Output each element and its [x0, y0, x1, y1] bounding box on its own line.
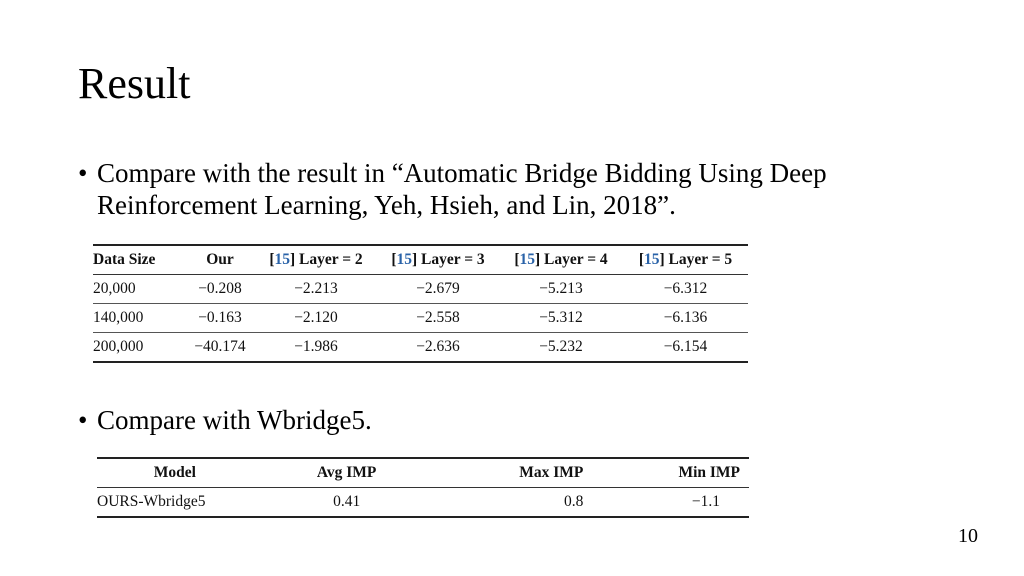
header-layer-4: [15] Layer = 4 — [514, 251, 608, 268]
bullet-item — [78, 404, 678, 436]
table-cell: 0.41 — [333, 493, 361, 510]
header-min-imp: Min IMP — [678, 464, 740, 481]
header-avg-imp: Avg IMP — [316, 464, 377, 481]
table-cell: 20,000 — [93, 280, 136, 297]
header-layer-5: [15] Layer = 5 — [638, 251, 733, 268]
bullet-symbol: • — [78, 158, 88, 188]
table-cell: −6.136 — [663, 309, 708, 326]
table-cell: OURS-Wbridge5 — [97, 493, 206, 510]
table-cell: −1.1 — [691, 493, 720, 510]
table-cell: −0.208 — [198, 280, 242, 297]
table-cell: −6.312 — [663, 280, 708, 297]
bullet-text: Compare with the result in “Automatic Bridge Bidding Using Deep Reinforcement Learning, Yeh, Hsieh, and Lin, 2018”. — [97, 158, 827, 220]
table-cell: −1.986 — [294, 338, 338, 355]
results-table — [93, 244, 748, 363]
header-label: Layer = 3 — [421, 251, 485, 268]
slide-title: Result — [78, 59, 191, 108]
header-layer-2: [15] Layer = 2 — [269, 251, 363, 268]
table-row — [97, 488, 749, 518]
table-cell: −2.213 — [294, 280, 338, 297]
wbridge5-table — [97, 457, 749, 518]
page-number: 10 — [958, 525, 978, 547]
table-cell: −5.232 — [539, 338, 583, 355]
table-cell: −2.120 — [294, 309, 338, 326]
table-cell: −5.312 — [539, 309, 583, 326]
table-cell: −40.174 — [194, 338, 246, 355]
bullet-item — [78, 157, 958, 221]
table-cell: 200,000 — [93, 338, 144, 355]
header-layer-3: [15] Layer = 3 — [391, 251, 485, 268]
citation-link[interactable]: 15 — [643, 251, 660, 268]
table-cell: −5.213 — [539, 280, 583, 297]
table-row — [93, 275, 748, 304]
table-cell: −2.558 — [416, 309, 460, 326]
table-header-row — [97, 458, 749, 488]
header-data-size: Data Size — [93, 251, 156, 268]
table-cell: −2.636 — [416, 338, 460, 355]
table-row — [93, 304, 748, 333]
header-label: Layer = 5 — [668, 251, 733, 268]
citation-link[interactable]: 15 — [519, 251, 535, 268]
table-header-row — [93, 245, 748, 275]
header-our: Our — [206, 251, 234, 268]
table-cell: 140,000 — [93, 309, 144, 326]
table-cell: −2.679 — [416, 280, 460, 297]
citation-link[interactable]: 15 — [396, 251, 412, 268]
table-row — [93, 333, 748, 363]
table-cell: −6.154 — [663, 338, 708, 355]
header-model: Model — [153, 464, 196, 481]
table-cell: 0.8 — [563, 493, 584, 510]
table-cell: −0.163 — [198, 309, 242, 326]
bullet-symbol: • — [78, 405, 88, 435]
header-label: Layer = 4 — [544, 251, 608, 268]
header-max-imp: Max IMP — [519, 464, 584, 481]
header-label: Layer = 2 — [299, 251, 363, 268]
bullet-text: Compare with Wbridge5. — [97, 405, 372, 435]
citation-link[interactable]: 15 — [274, 251, 290, 268]
